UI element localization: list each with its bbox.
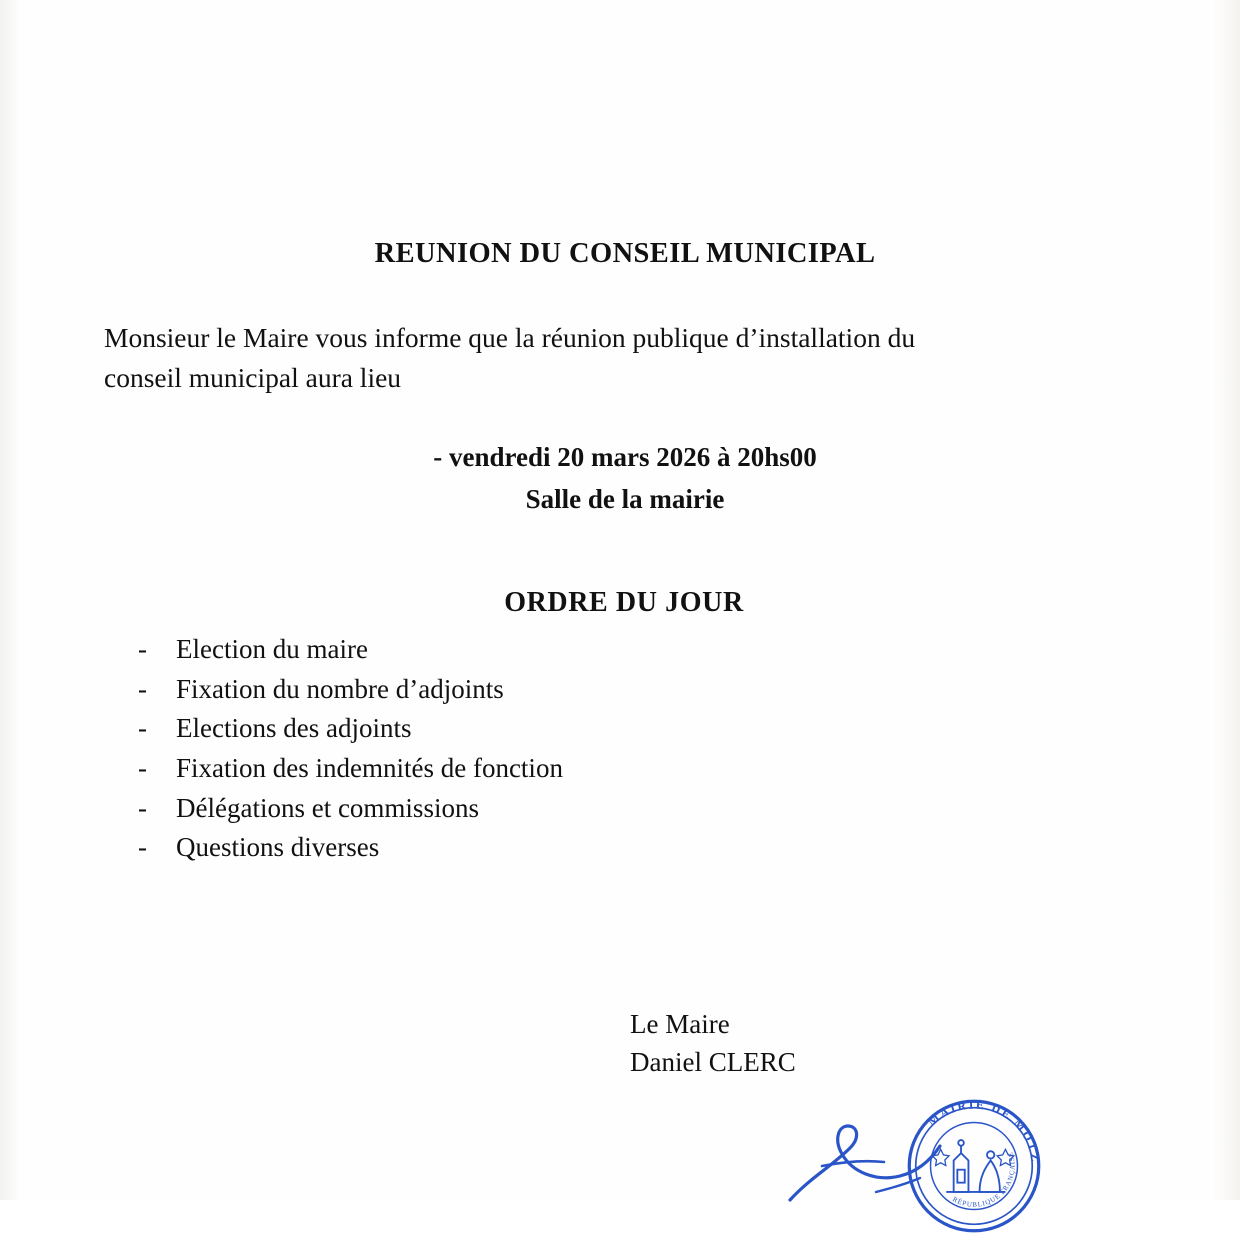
agenda-list bbox=[138, 630, 563, 868]
meeting-place: Salle de la mairie bbox=[525, 483, 725, 514]
intro-paragraph bbox=[104, 318, 1134, 398]
list-item bbox=[138, 709, 563, 749]
agenda-item-label: Fixation du nombre d’adjoints bbox=[176, 673, 504, 704]
list-item bbox=[138, 749, 563, 789]
official-stamp-icon bbox=[900, 1092, 1048, 1240]
intro-line-2: conseil municipal aura lieu bbox=[104, 361, 402, 393]
signature-role: Le Maire bbox=[630, 1009, 730, 1039]
bullet-dash: - bbox=[138, 792, 147, 823]
svg-text:RÉPUBLIQUE FRANÇAISE bbox=[951, 1151, 1017, 1209]
list-item bbox=[138, 789, 563, 829]
bullet-dash: - bbox=[138, 753, 147, 784]
list-item bbox=[138, 630, 563, 670]
list-item bbox=[138, 828, 563, 868]
agenda-item-label: Questions diverses bbox=[176, 832, 380, 863]
agenda-item-label: Elections des adjoints bbox=[176, 713, 412, 744]
agenda-item-label: Délégations et commissions bbox=[176, 792, 479, 823]
bullet-dash: - bbox=[138, 832, 147, 863]
signature-block bbox=[630, 1005, 796, 1082]
bullet-dash: - bbox=[138, 634, 147, 664]
agenda-item-label: Election du maire bbox=[176, 634, 368, 664]
stamp-inner-text: RÉPUBLIQUE FRANÇAISE bbox=[951, 1150, 1017, 1209]
intro-line-1: Monsieur le Maire vous informe que la réunion publique d’installation du bbox=[104, 322, 916, 353]
stamp-outer-text: MAIRIE DE MOTZ bbox=[924, 1097, 1043, 1164]
bullet-dash: - bbox=[138, 673, 147, 704]
page-title: REUNION DU CONSEIL MUNICIPAL bbox=[374, 238, 876, 269]
agenda-item-label: Fixation des indemnités de fonction bbox=[176, 753, 563, 784]
meeting-details bbox=[0, 437, 1240, 521]
signature-name: Daniel CLERC bbox=[630, 1047, 796, 1078]
agenda-heading: ORDRE DU JOUR bbox=[504, 587, 744, 618]
meeting-date: - vendredi 20 mars 2026 à 20hs00 bbox=[433, 442, 817, 472]
list-item bbox=[138, 670, 563, 710]
bullet-dash: - bbox=[138, 713, 147, 744]
